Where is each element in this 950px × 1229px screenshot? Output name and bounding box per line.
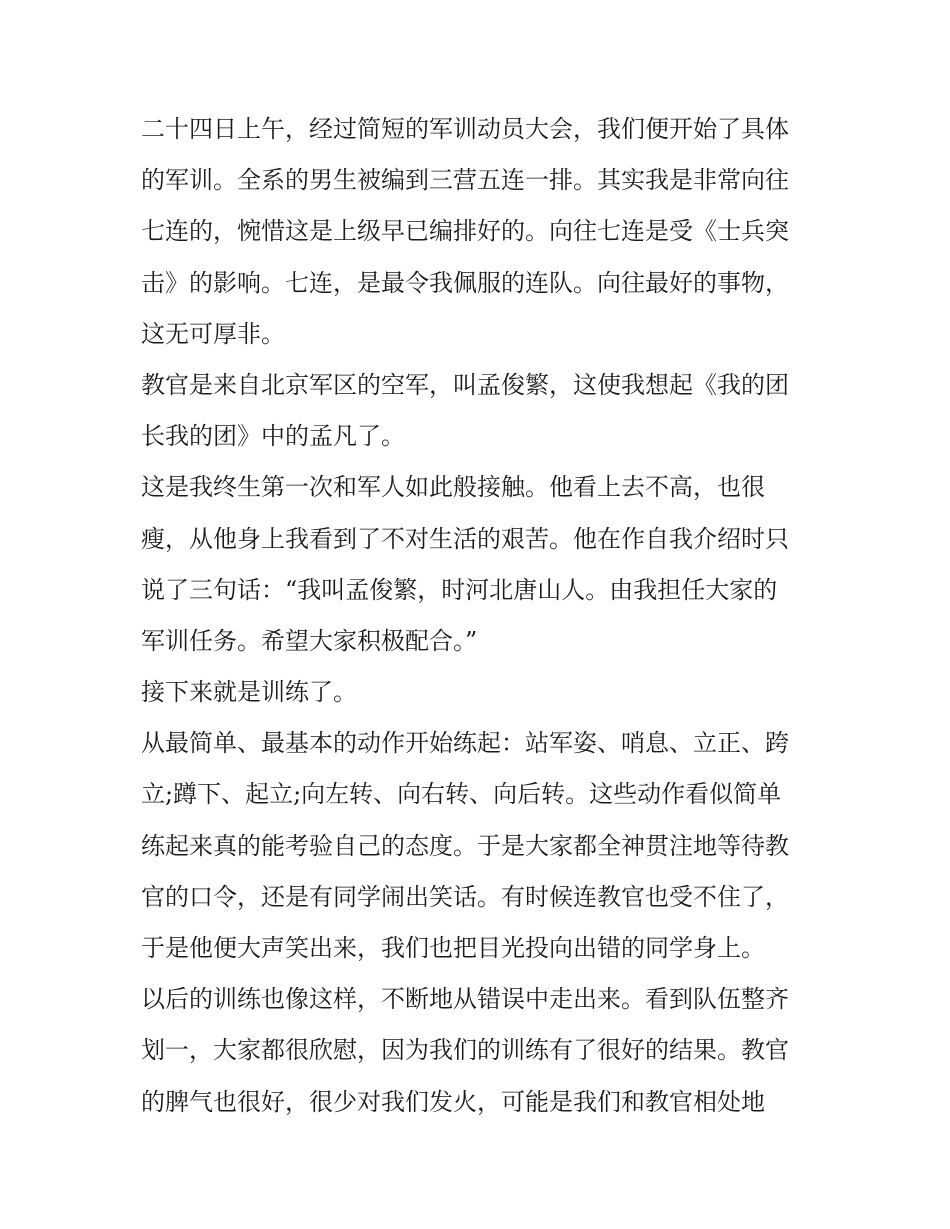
text-line: 教官是来自北京军区的空军，叫孟俊繁，这使我想起《我的团	[141, 370, 789, 399]
text-line: 接下来就是训练了。	[141, 678, 357, 707]
paragraph-3	[141, 462, 821, 667]
text-line: 瘦，从他身上我看到了不对生活的艰苦。他在作自我介绍时只	[141, 524, 789, 553]
paragraph-1	[141, 104, 821, 360]
text-line: 以后的训练也像这样，不断地从错误中走出来。看到队伍整齐	[141, 985, 789, 1014]
text-line: 说了三句话：“我叫孟俊繁，时河北唐山人。由我担任大家的	[141, 575, 778, 604]
text-line: 击》的影响。七连，是最令我佩服的连队。向往最好的事物，	[141, 268, 789, 297]
text-line: 的脾气也很好，很少对我们发火，可能是我们和教官相处地	[141, 1087, 765, 1116]
text-line: 于是他便大声笑出来，我们也把目光投向出错的同学身上。	[141, 934, 765, 962]
text-line: 这无可厚非。	[141, 319, 285, 348]
text-line: 官的口令，还是有同学闹出笑话。有时候连教官也受不住了，	[141, 882, 789, 911]
text-line: 立;蹲下、起立;向左转、向右转、向后转。这些动作看似简单	[141, 780, 782, 809]
paragraph-4	[141, 667, 821, 718]
text-line: 的军训。全系的男生被编到三营五连一排。其实我是非常向往	[141, 166, 789, 195]
text-line: 长我的团》中的孟凡了。	[141, 422, 405, 451]
paragraph-6	[141, 974, 821, 1128]
paragraph-2	[141, 360, 821, 462]
text-line: 划一，大家都很欣慰，因为我们的训练有了很好的结果。教官	[141, 1036, 789, 1065]
text-line: 二十四日上午，经过简短的军训动员大会，我们便开始了具体	[141, 115, 789, 143]
text-line: 从最简单、最基本的动作开始练起：站军姿、哨息、立正、跨	[141, 729, 789, 758]
paragraph-5	[141, 718, 821, 974]
text-line: 七连的，惋惜这是上级早已编排好的。向往七连是受《士兵突	[141, 217, 789, 246]
document-body	[141, 104, 821, 1128]
text-line: 练起来真的能考验自己的态度。于是大家都全神贯注地等待教	[141, 831, 789, 860]
text-line: 军训任务。希望大家积极配合。”	[141, 626, 478, 655]
text-line: 这是我终生第一次和军人如此般接触。他看上去不高，也很	[141, 473, 765, 502]
